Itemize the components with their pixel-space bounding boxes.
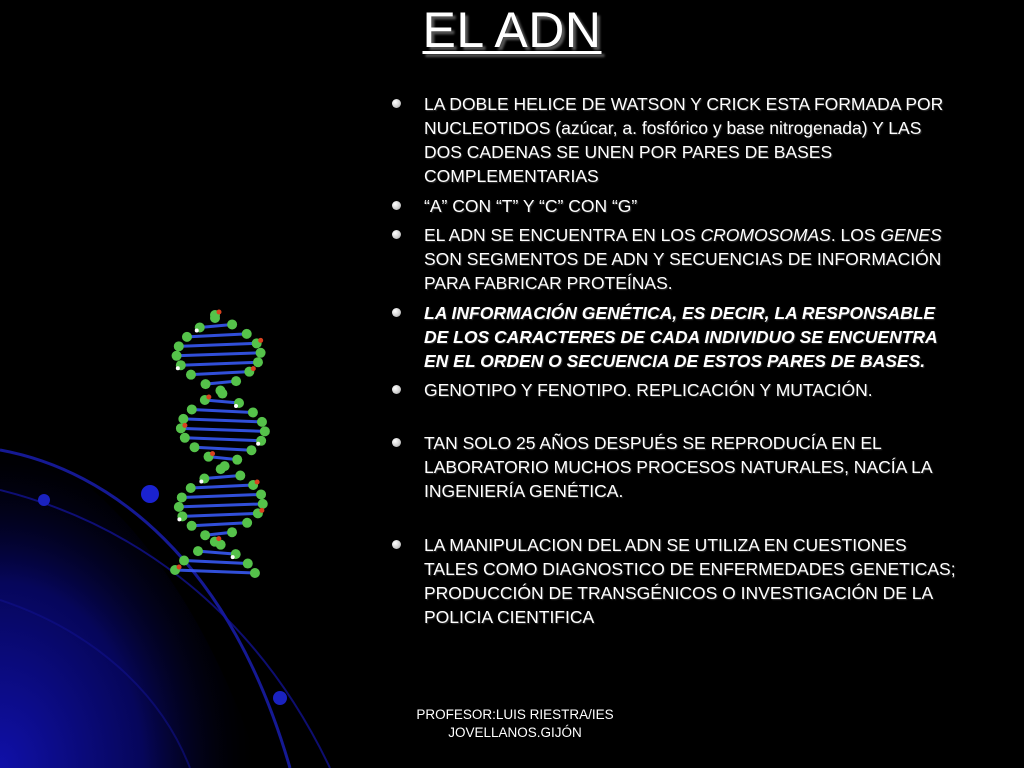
- base-pair: [205, 400, 239, 403]
- bullet-text: SON SEGMENTOS DE ADN Y SECUENCIAS DE INFORMACIÓN PARA FABRICAR PROTEÍNAS.: [424, 249, 942, 293]
- bullet-text: “A” CON “T” Y “C” CON “G”: [424, 196, 638, 216]
- strand-node: [256, 489, 266, 499]
- base-pair: [179, 504, 263, 507]
- bullet-icon: [392, 385, 401, 394]
- italic-term: GENES: [880, 225, 942, 245]
- strand-node: [258, 499, 268, 509]
- base-pair: [175, 570, 255, 573]
- bullet-text: LA DOBLE HELICE DE WATSON Y CRICK ESTA FORMADA POR NUCLEOTIDOS (azúcar, a. fosfórico y base nitrogenada) Y LAS DOS CADENAS SE UNEN POR PARES DE BASES COMPLEMENTARIAS: [424, 94, 944, 186]
- strand-node: [179, 556, 189, 566]
- strand-node: [180, 433, 190, 443]
- strand-node: [187, 404, 197, 414]
- strand-node: [186, 483, 196, 493]
- atom-node: [251, 366, 256, 371]
- atom-node: [199, 480, 203, 484]
- strand-node: [217, 389, 227, 399]
- strand-node: [253, 357, 263, 367]
- base-pair: [185, 438, 261, 441]
- strand-node: [174, 502, 184, 512]
- base-pair: [204, 476, 240, 479]
- atom-node: [217, 310, 222, 315]
- bullet-text: LA MANIPULACION DEL ADN SE UTILIZA EN CUESTIONES TALES COMO DIAGNOSTICO DE ENFERMEDADES GENETICAS; PRODUCCIÓN DE TRANSGÉNICOS O INVESTIGACIÓN DE LA POLICIA CIENTIFICA: [424, 535, 956, 627]
- footer-line: JOVELLANOS.GIJÓN: [448, 725, 582, 740]
- strand-node: [177, 492, 187, 502]
- strand-node: [242, 329, 252, 339]
- base-pair: [192, 409, 253, 412]
- bullet-text: EL ADN SE ENCUENTRA EN LOS: [424, 225, 701, 245]
- strand-node: [187, 521, 197, 531]
- strand-node: [235, 471, 245, 481]
- atom-node: [195, 328, 199, 332]
- strand-node: [216, 540, 226, 550]
- base-pair: [198, 551, 236, 554]
- strand-node: [227, 527, 237, 537]
- strand-node: [200, 530, 210, 540]
- base-pair: [192, 523, 247, 526]
- bullet-item: [384, 533, 964, 629]
- bullet-item: [384, 92, 964, 188]
- bullet-icon: [392, 230, 401, 239]
- atom-node: [182, 423, 187, 428]
- strand-node: [231, 376, 241, 386]
- base-pair: [182, 494, 261, 497]
- strand-node: [186, 370, 196, 380]
- strand-node: [193, 546, 203, 556]
- strand-node: [172, 351, 182, 361]
- strand-node: [260, 426, 270, 436]
- bullet-text: GENOTIPO Y FENOTIPO. REPLICACIÓN Y MUTACIÓN.: [424, 380, 873, 400]
- strand-node: [246, 445, 256, 455]
- atom-node: [258, 338, 263, 343]
- strand-node: [210, 313, 220, 323]
- footer-line: PROFESOR:LUIS RIESTRA/IES: [416, 707, 614, 722]
- bullet-icon: [392, 438, 401, 447]
- atom-node: [216, 536, 221, 541]
- strand-node: [256, 348, 266, 358]
- dna-helix-icon: [155, 300, 295, 580]
- atom-node: [177, 565, 182, 570]
- slide-title: EL ADN: [422, 2, 602, 58]
- atom-node: [234, 404, 238, 408]
- base-pair: [195, 447, 252, 450]
- bullet-icon: [392, 201, 401, 210]
- atom-node: [177, 517, 181, 521]
- strand-node: [242, 518, 252, 528]
- strand-node: [216, 464, 226, 474]
- atom-node: [256, 442, 260, 446]
- strand-node: [243, 559, 253, 569]
- base-pair: [182, 513, 257, 516]
- bullet-list: [384, 92, 964, 629]
- base-pair: [181, 428, 265, 431]
- bullet-item: [384, 301, 964, 373]
- bullet-item: [384, 194, 964, 218]
- atom-node: [231, 555, 235, 559]
- strand-node: [174, 341, 184, 351]
- atom-node: [255, 480, 260, 485]
- bullet-item: [384, 223, 964, 295]
- bullet-text: TAN SOLO 25 AÑOS DESPUÉS SE REPRODUCÍA EN EL LABORATORIO MUCHOS PROCESOS NATURALES, NACÍA LA INGENIERÍA GENÉTICA.: [424, 433, 932, 501]
- bullet-item: [384, 431, 964, 503]
- base-pair: [177, 353, 261, 356]
- bullet-item: [384, 378, 964, 402]
- strand-node: [232, 455, 242, 465]
- atom-node: [210, 451, 215, 456]
- base-pair: [179, 343, 257, 346]
- base-pair: [181, 362, 258, 365]
- footer-credit: [400, 706, 630, 742]
- atom-node: [259, 508, 264, 513]
- strand-node: [248, 407, 258, 417]
- strand-node: [182, 332, 192, 342]
- italic-term: CROMOSOMAS: [700, 225, 831, 245]
- base-pair: [191, 485, 253, 488]
- bullet-icon: [392, 308, 401, 317]
- strand-node: [190, 442, 200, 452]
- bullet-icon: [392, 540, 401, 549]
- bullet-text: . LOS: [830, 225, 881, 245]
- orb-decoration: [38, 494, 50, 506]
- bullet-icon: [392, 99, 401, 108]
- strand-node: [201, 379, 211, 389]
- strand-node: [178, 414, 188, 424]
- orb-decoration: [273, 691, 287, 705]
- strand-node: [250, 568, 260, 578]
- atom-node: [176, 366, 180, 370]
- base-pair: [187, 334, 247, 337]
- bullet-text: LA INFORMACIÓN GENÉTICA, ES DECIR, LA RESPONSABLE DE LOS CARACTERES DE CADA INDIVIDUO SE ENCUENTRA EN EL ORDEN O SECUENCIA DE ESTOS PARES DE BASES.: [424, 303, 938, 371]
- base-pair: [191, 372, 249, 375]
- atom-node: [206, 395, 211, 400]
- strand-node: [257, 417, 267, 427]
- strand-node: [227, 319, 237, 329]
- base-pair: [183, 419, 262, 422]
- base-pair: [184, 561, 248, 564]
